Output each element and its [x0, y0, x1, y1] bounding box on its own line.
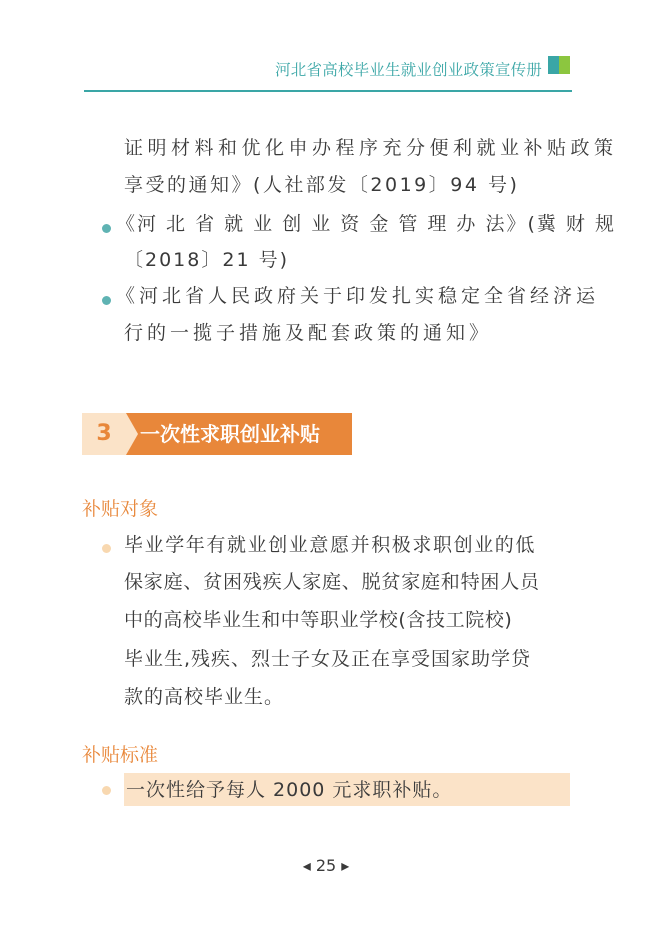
header-square-teal	[548, 56, 559, 74]
bullet-dot	[102, 224, 111, 233]
policy-line: 《河北省人民政府关于印发扎实稳定全省经济运	[116, 285, 600, 307]
subsidy-target-heading: 补贴对象	[82, 498, 159, 520]
section-title: 一次性求职创业补贴	[140, 422, 320, 446]
standard-text: 一次性给予每人 2000 元求职补贴。	[126, 779, 453, 801]
policy-line: 证明材料和优化申办程序充分便利就业补贴政策	[124, 137, 618, 159]
policy-line: 《河 北 省 就 业 创 业 资 金 管 理 办 法》(冀 财 规	[116, 213, 616, 235]
subsidy-standard-heading: 补贴标准	[82, 744, 159, 766]
header-square-green	[559, 56, 570, 74]
section-header	[82, 413, 352, 455]
target-line: 款的高校毕业生。	[124, 686, 285, 708]
policy-line: 行的一揽子措施及配套政策的通知》	[124, 322, 493, 344]
bullet-dot	[102, 786, 111, 795]
header-color-block	[548, 56, 570, 74]
policy-line: 享受的通知》(人社部发〔2019〕94 号)	[124, 174, 520, 196]
section-number: 3	[96, 421, 112, 446]
policy-line: 〔2018〕21 号)	[124, 249, 289, 271]
header-divider	[84, 90, 572, 92]
bullet-dot	[102, 296, 111, 305]
target-line: 保家庭、贫困残疾人家庭、脱贫家庭和特困人员	[124, 571, 540, 593]
target-line: 毕业生,残疾、烈士子女及正在享受国家助学贷	[124, 648, 532, 670]
page-number: ◂ 25 ▸	[302, 856, 350, 875]
bullet-dot	[102, 544, 111, 553]
target-line: 中的高校毕业生和中等职业学校(含技工院校)	[124, 609, 513, 631]
header-title: 河北省高校毕业生就业创业政策宣传册	[275, 61, 542, 79]
target-line: 毕业学年有就业创业意愿并积极求职创业的低	[124, 534, 537, 556]
